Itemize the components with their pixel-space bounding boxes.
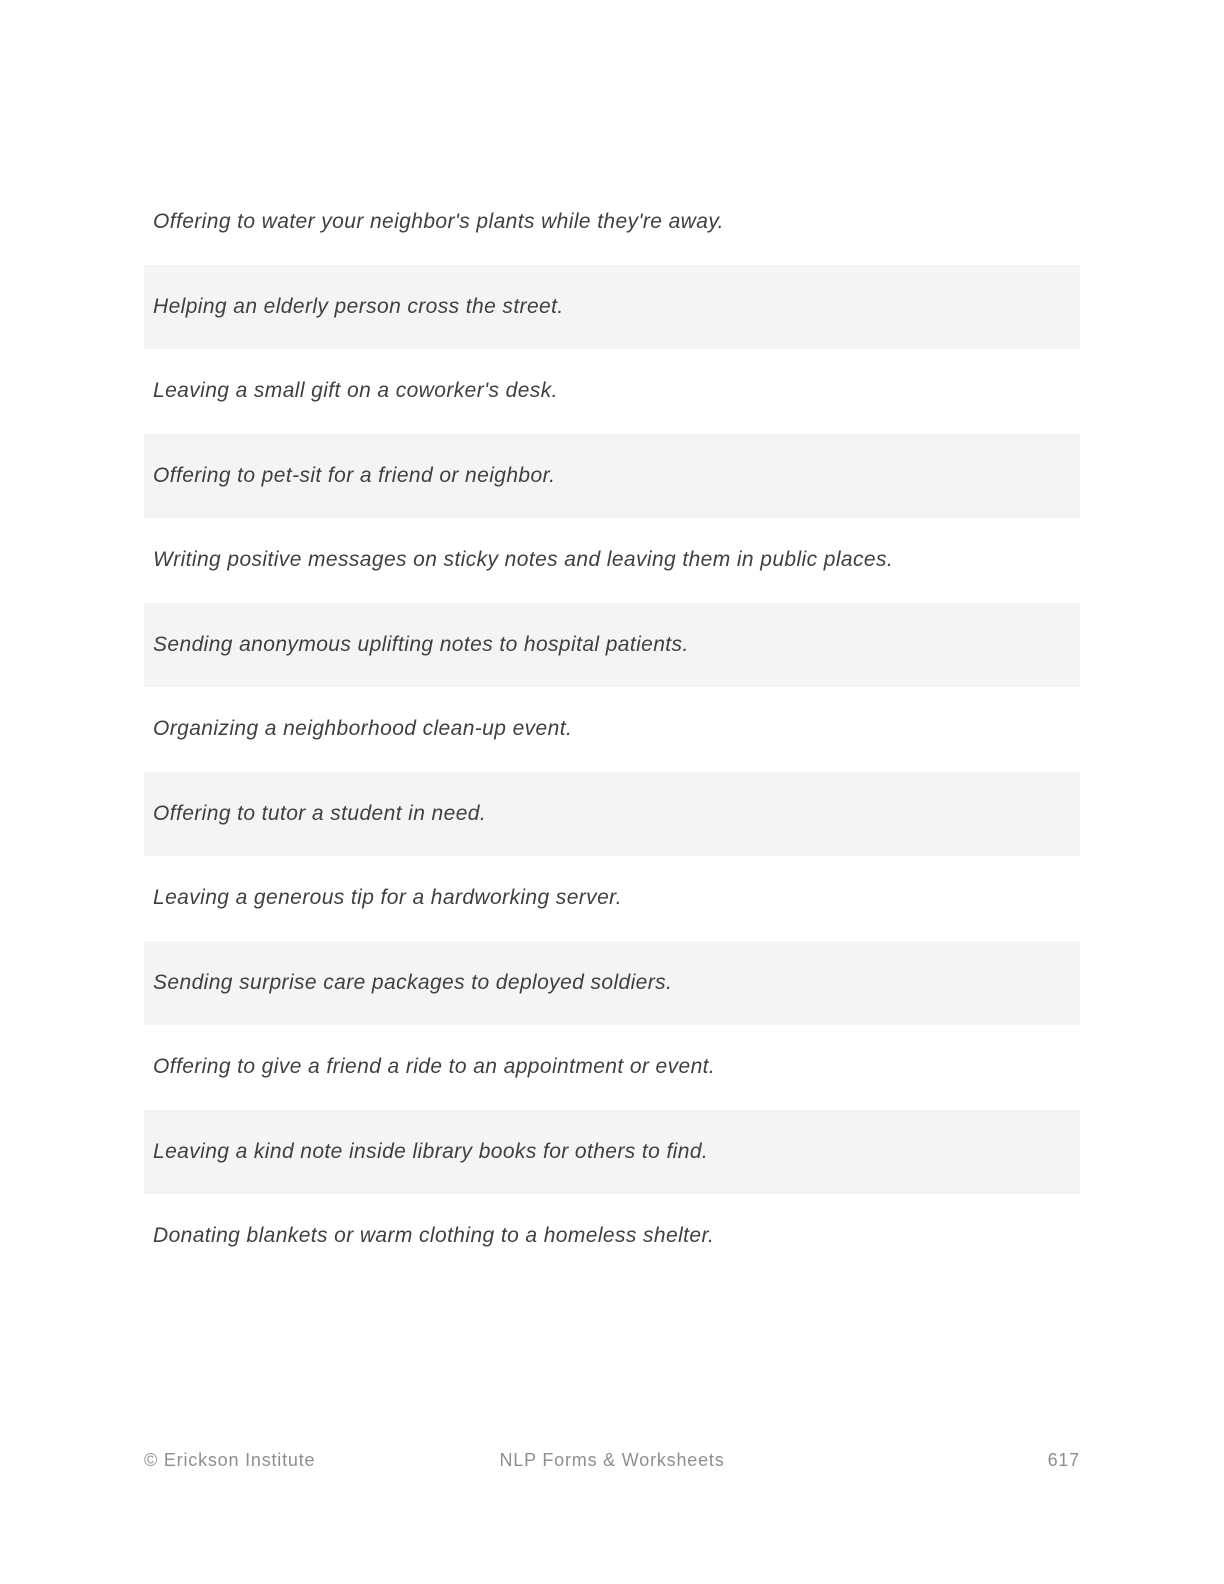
list-item-text: Leaving a generous tip for a hardworking server. bbox=[153, 886, 623, 910]
list-item bbox=[144, 603, 1080, 688]
list-item-text: Leaving a small gift on a coworker's desk. bbox=[153, 379, 558, 403]
list-item bbox=[144, 265, 1080, 350]
list-item-text: Offering to tutor a student in need. bbox=[153, 801, 487, 825]
list-item bbox=[144, 687, 1080, 772]
list-item bbox=[144, 772, 1080, 857]
list-item bbox=[144, 1025, 1080, 1110]
list-item-text: Organizing a neighborhood clean-up event. bbox=[153, 717, 573, 741]
list-item bbox=[144, 1110, 1080, 1195]
list-item bbox=[144, 518, 1080, 603]
list-item bbox=[144, 1194, 1080, 1279]
list-item-text: Writing positive messages on sticky notes and leaving them in public places. bbox=[153, 548, 894, 572]
footer-copyright: © Erickson Institute bbox=[144, 1450, 316, 1470]
list-item-text: Sending surprise care packages to deployed soldiers. bbox=[153, 970, 673, 994]
list-item-text: Offering to water your neighbor's plants while they're away. bbox=[153, 210, 724, 234]
list-item-text: Sending anonymous uplifting notes to hospital patients. bbox=[153, 632, 689, 656]
list-item-text: Offering to pet-sit for a friend or neighbor. bbox=[153, 463, 556, 487]
kindness-ideas-list bbox=[144, 180, 1080, 1279]
list-item bbox=[144, 434, 1080, 519]
list-item bbox=[144, 941, 1080, 1026]
list-item-text: Offering to give a friend a ride to an appointment or event. bbox=[153, 1055, 716, 1079]
page-footer bbox=[144, 1450, 1080, 1471]
list-item bbox=[144, 180, 1080, 265]
list-item-text: Donating blankets or warm clothing to a homeless shelter. bbox=[153, 1224, 715, 1248]
list-item-text: Leaving a kind note inside library books for others to find. bbox=[153, 1139, 709, 1163]
list-item bbox=[144, 856, 1080, 941]
footer-page-number: 617 bbox=[1047, 1450, 1080, 1470]
list-item-text: Helping an elderly person cross the street. bbox=[153, 294, 564, 318]
footer-document-title: NLP Forms & Worksheets bbox=[499, 1450, 725, 1470]
list-item bbox=[144, 349, 1080, 434]
